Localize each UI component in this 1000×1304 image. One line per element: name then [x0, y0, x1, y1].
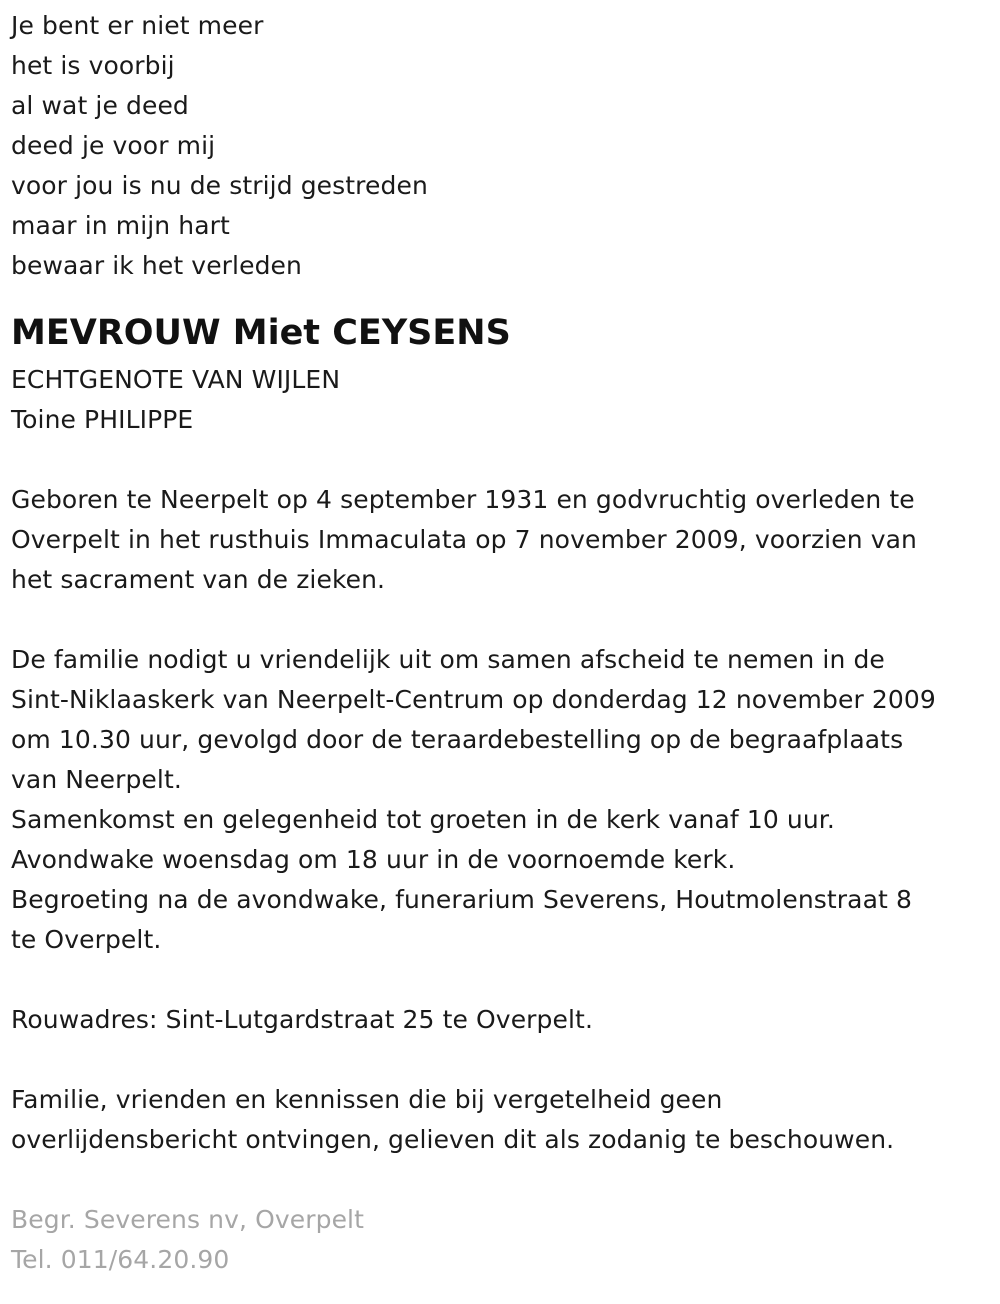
paragraph-line: Sint-Niklaaskerk van Neerpelt-Centrum op donderdag 12 november 2009 — [11, 685, 936, 714]
spacer — [11, 600, 991, 640]
birth-death-paragraph — [11, 480, 991, 600]
paragraph-line: Familie, vrienden en kennissen die bij vergetelheid geen — [11, 1085, 723, 1114]
paragraph-line: Avondwake woensdag om 18 uur in de voornoemde kerk. — [11, 845, 736, 874]
spacer — [11, 960, 991, 1000]
obituary-page — [11, 6, 991, 1280]
paragraph-line: Samenkomst en gelegenheid tot groeten in de kerk vanaf 10 uur. — [11, 805, 835, 834]
spouse-name: Toine PHILIPPE — [11, 405, 194, 434]
paragraph-line: om 10.30 uur, gevolgd door de teraardebestelling op de begraafplaats — [11, 725, 904, 754]
poem-line: deed je voor mij — [11, 131, 216, 160]
spacer — [11, 1040, 991, 1080]
paragraph-line: Overpelt in het rusthuis Immaculata op 7 november 2009, voorzien van — [11, 525, 917, 554]
ceremony-paragraph — [11, 640, 991, 960]
undertaker-footer — [11, 1200, 991, 1280]
deceased-name: MEVROUW Miet CEYSENS — [11, 313, 511, 353]
poem-line: voor jou is nu de strijd gestreden — [11, 171, 428, 200]
spacer — [11, 440, 991, 480]
paragraph-line: Geboren te Neerpelt op 4 september 1931 en godvruchtig overleden te — [11, 485, 915, 514]
undertaker-name: Begr. Severens nv, Overpelt — [11, 1205, 364, 1234]
deceased-relation: ECHTGENOTE VAN WIJLEN — [11, 365, 341, 394]
mourning-address: Rouwadres: Sint-Lutgardstraat 25 te Overpelt. — [11, 1005, 594, 1034]
poem-line: maar in mijn hart — [11, 211, 230, 240]
paragraph-line: van Neerpelt. — [11, 765, 182, 794]
poem-line: het is voorbij — [11, 51, 175, 80]
address-paragraph — [11, 1000, 991, 1040]
notice-paragraph — [11, 1080, 991, 1160]
paragraph-line: te Overpelt. — [11, 925, 162, 954]
poem — [11, 6, 991, 286]
paragraph-line: het sacrament van de zieken. — [11, 565, 386, 594]
paragraph-line: overlijdensbericht ontvingen, gelieven dit als zodanig te beschouwen. — [11, 1125, 895, 1154]
paragraph-line: Begroeting na de avondwake, funerarium Severens, Houtmolenstraat 8 — [11, 885, 912, 914]
poem-line: Je bent er niet meer — [11, 11, 264, 40]
deceased-heading — [11, 308, 991, 440]
undertaker-phone: Tel. 011/64.20.90 — [11, 1245, 230, 1274]
paragraph-line: De familie nodigt u vriendelijk uit om samen afscheid te nemen in de — [11, 645, 885, 674]
poem-line: bewaar ik het verleden — [11, 251, 302, 280]
poem-line: al wat je deed — [11, 91, 189, 120]
spacer — [11, 1160, 991, 1200]
